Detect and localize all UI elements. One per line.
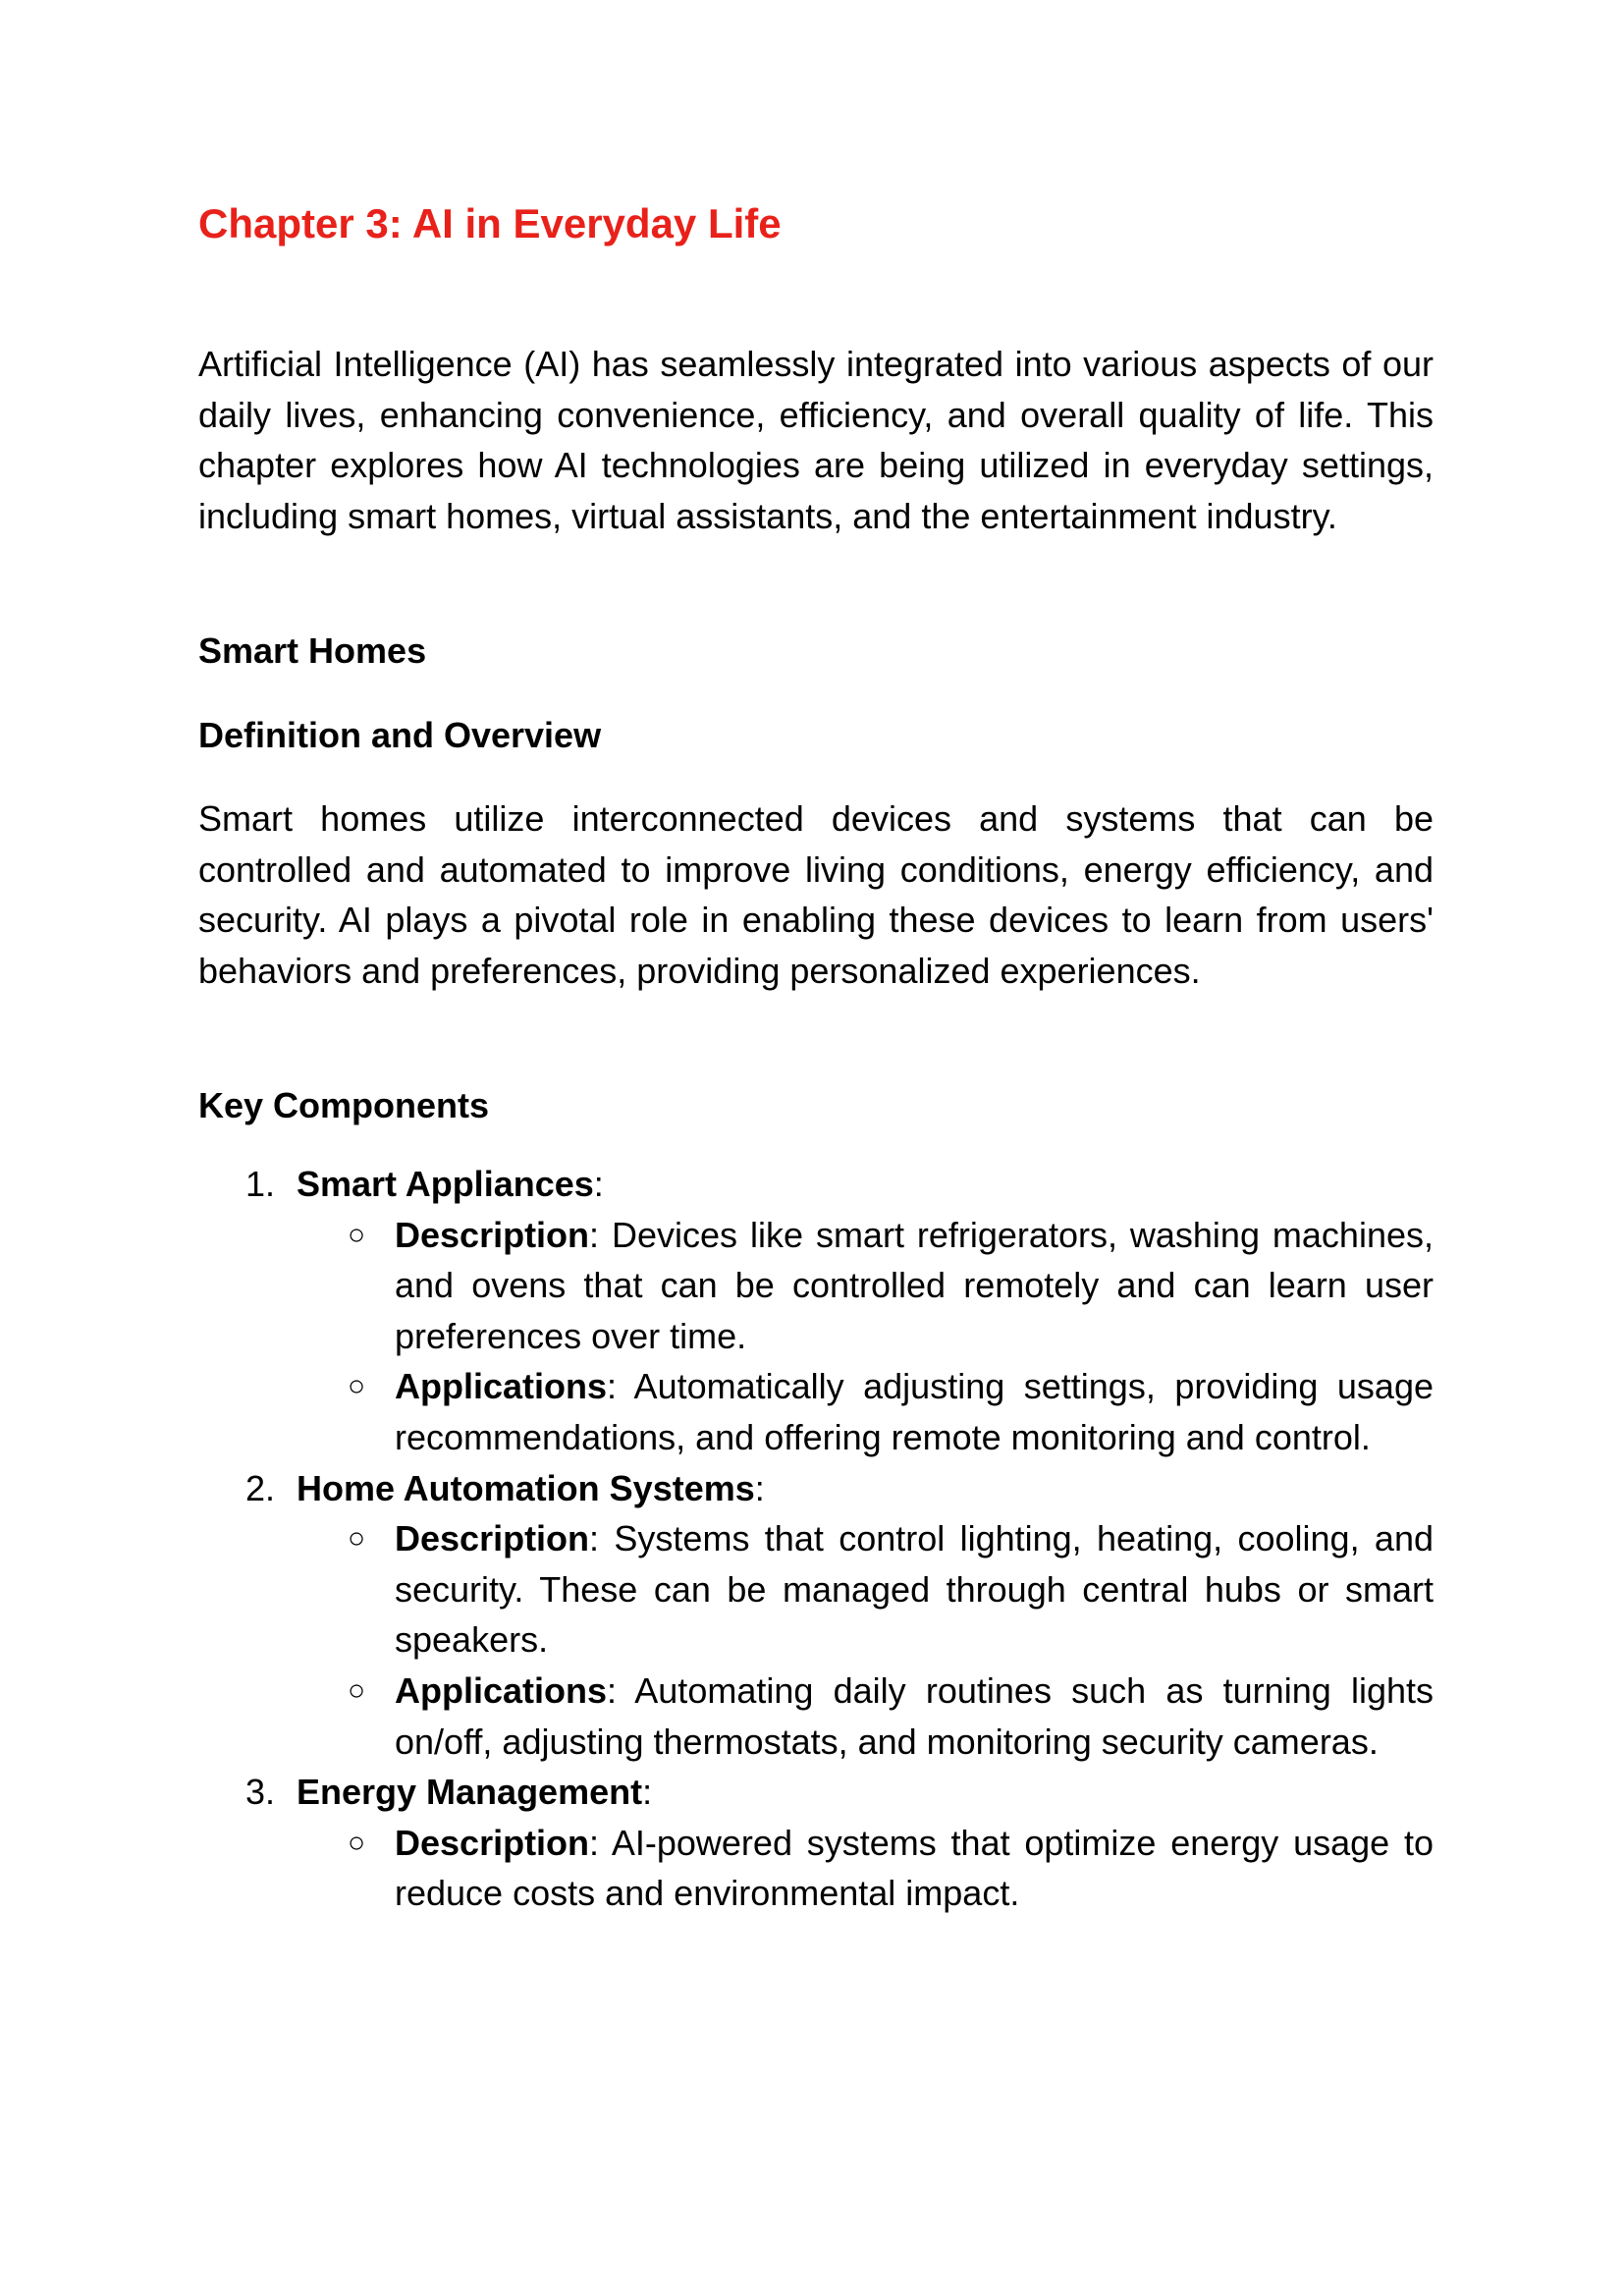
sub-item-description: [198, 1210, 1434, 1362]
list-item-title: Energy Management: [297, 1772, 643, 1813]
sub-item-label: Applications: [395, 1669, 608, 1711]
sub-item-applications: [198, 1361, 1434, 1462]
circle-bullet-icon: ○: [348, 1826, 366, 1859]
sub-item-text: Automating daily routines such as turning lights on/off, adjusting thermostats, and monitoring security cameras.: [395, 1669, 1434, 1762]
colon: :: [589, 1214, 600, 1255]
chapter-title: Chapter 3: AI in Everyday Life: [198, 200, 782, 246]
sub-item-text: Automatically adjusting settings, providing usage recommendations, and offering remote monitoring and control.: [395, 1366, 1434, 1457]
overview-paragraph: Smart homes utilize interconnected devices and systems that can be controlled and automated to improve living conditions, energy efficiency, and security. AI plays a pivotal role in enabling these devices to learn from users' behaviors and preferences, providing personalized experiences.: [198, 798, 1434, 991]
list-item-smart-appliances: [198, 1159, 1434, 1210]
colon: :: [589, 1822, 600, 1863]
colon: :: [607, 1669, 618, 1711]
list-item-home-automation: [198, 1463, 1434, 1514]
list-item-energy-management: [198, 1767, 1434, 1818]
colon: :: [754, 1467, 765, 1508]
sub-item-label: Applications: [395, 1366, 608, 1407]
circle-bullet-icon: ○: [348, 1522, 366, 1556]
sub-item-label: Description: [395, 1822, 590, 1863]
key-components-heading: Key Components: [198, 1085, 490, 1125]
sub-item-text: AI-powered systems that optimize energy usage to reduce costs and environmental impact.: [395, 1822, 1434, 1914]
sub-item-description: [198, 1513, 1434, 1666]
circle-bullet-icon: ○: [348, 1218, 366, 1251]
sub-item-applications: [198, 1666, 1434, 1767]
sub-item-label: Description: [395, 1518, 590, 1559]
sub-item-label: Description: [395, 1214, 590, 1255]
colon: :: [593, 1164, 604, 1204]
circle-bullet-icon: ○: [348, 1370, 366, 1403]
colon: :: [589, 1518, 600, 1559]
list-item-title: Smart Appliances: [297, 1164, 594, 1204]
list-number: 2.: [245, 1467, 276, 1508]
sub-item-description: [198, 1818, 1434, 1919]
key-components-list: [198, 1159, 1434, 1919]
sub-item-text: Systems that control lighting, heating, cooling, and security. These can be managed through central hubs or smart speakers.: [395, 1518, 1434, 1661]
list-number: 3.: [245, 1772, 276, 1813]
sub-item-text: Devices like smart refrigerators, washing machines, and ovens that can be controlled remotely and can learn user preferences over time.: [395, 1214, 1434, 1356]
intro-paragraph: Artificial Intelligence (AI) has seamlessly integrated into various aspects of our daily lives, enhancing convenience, efficiency, and overall quality of life. This chapter explores how AI technologies are being utilized in everyday settings, including smart homes, virtual assistants, and the entertainment industry.: [198, 344, 1434, 536]
colon: :: [607, 1366, 618, 1407]
list-item-title: Home Automation Systems: [297, 1467, 755, 1508]
list-number: 1.: [245, 1164, 276, 1204]
section-heading-smart-homes: Smart Homes: [198, 630, 427, 671]
subsection-heading-definition: Definition and Overview: [198, 715, 602, 755]
colon: :: [642, 1772, 653, 1813]
circle-bullet-icon: ○: [348, 1673, 366, 1707]
